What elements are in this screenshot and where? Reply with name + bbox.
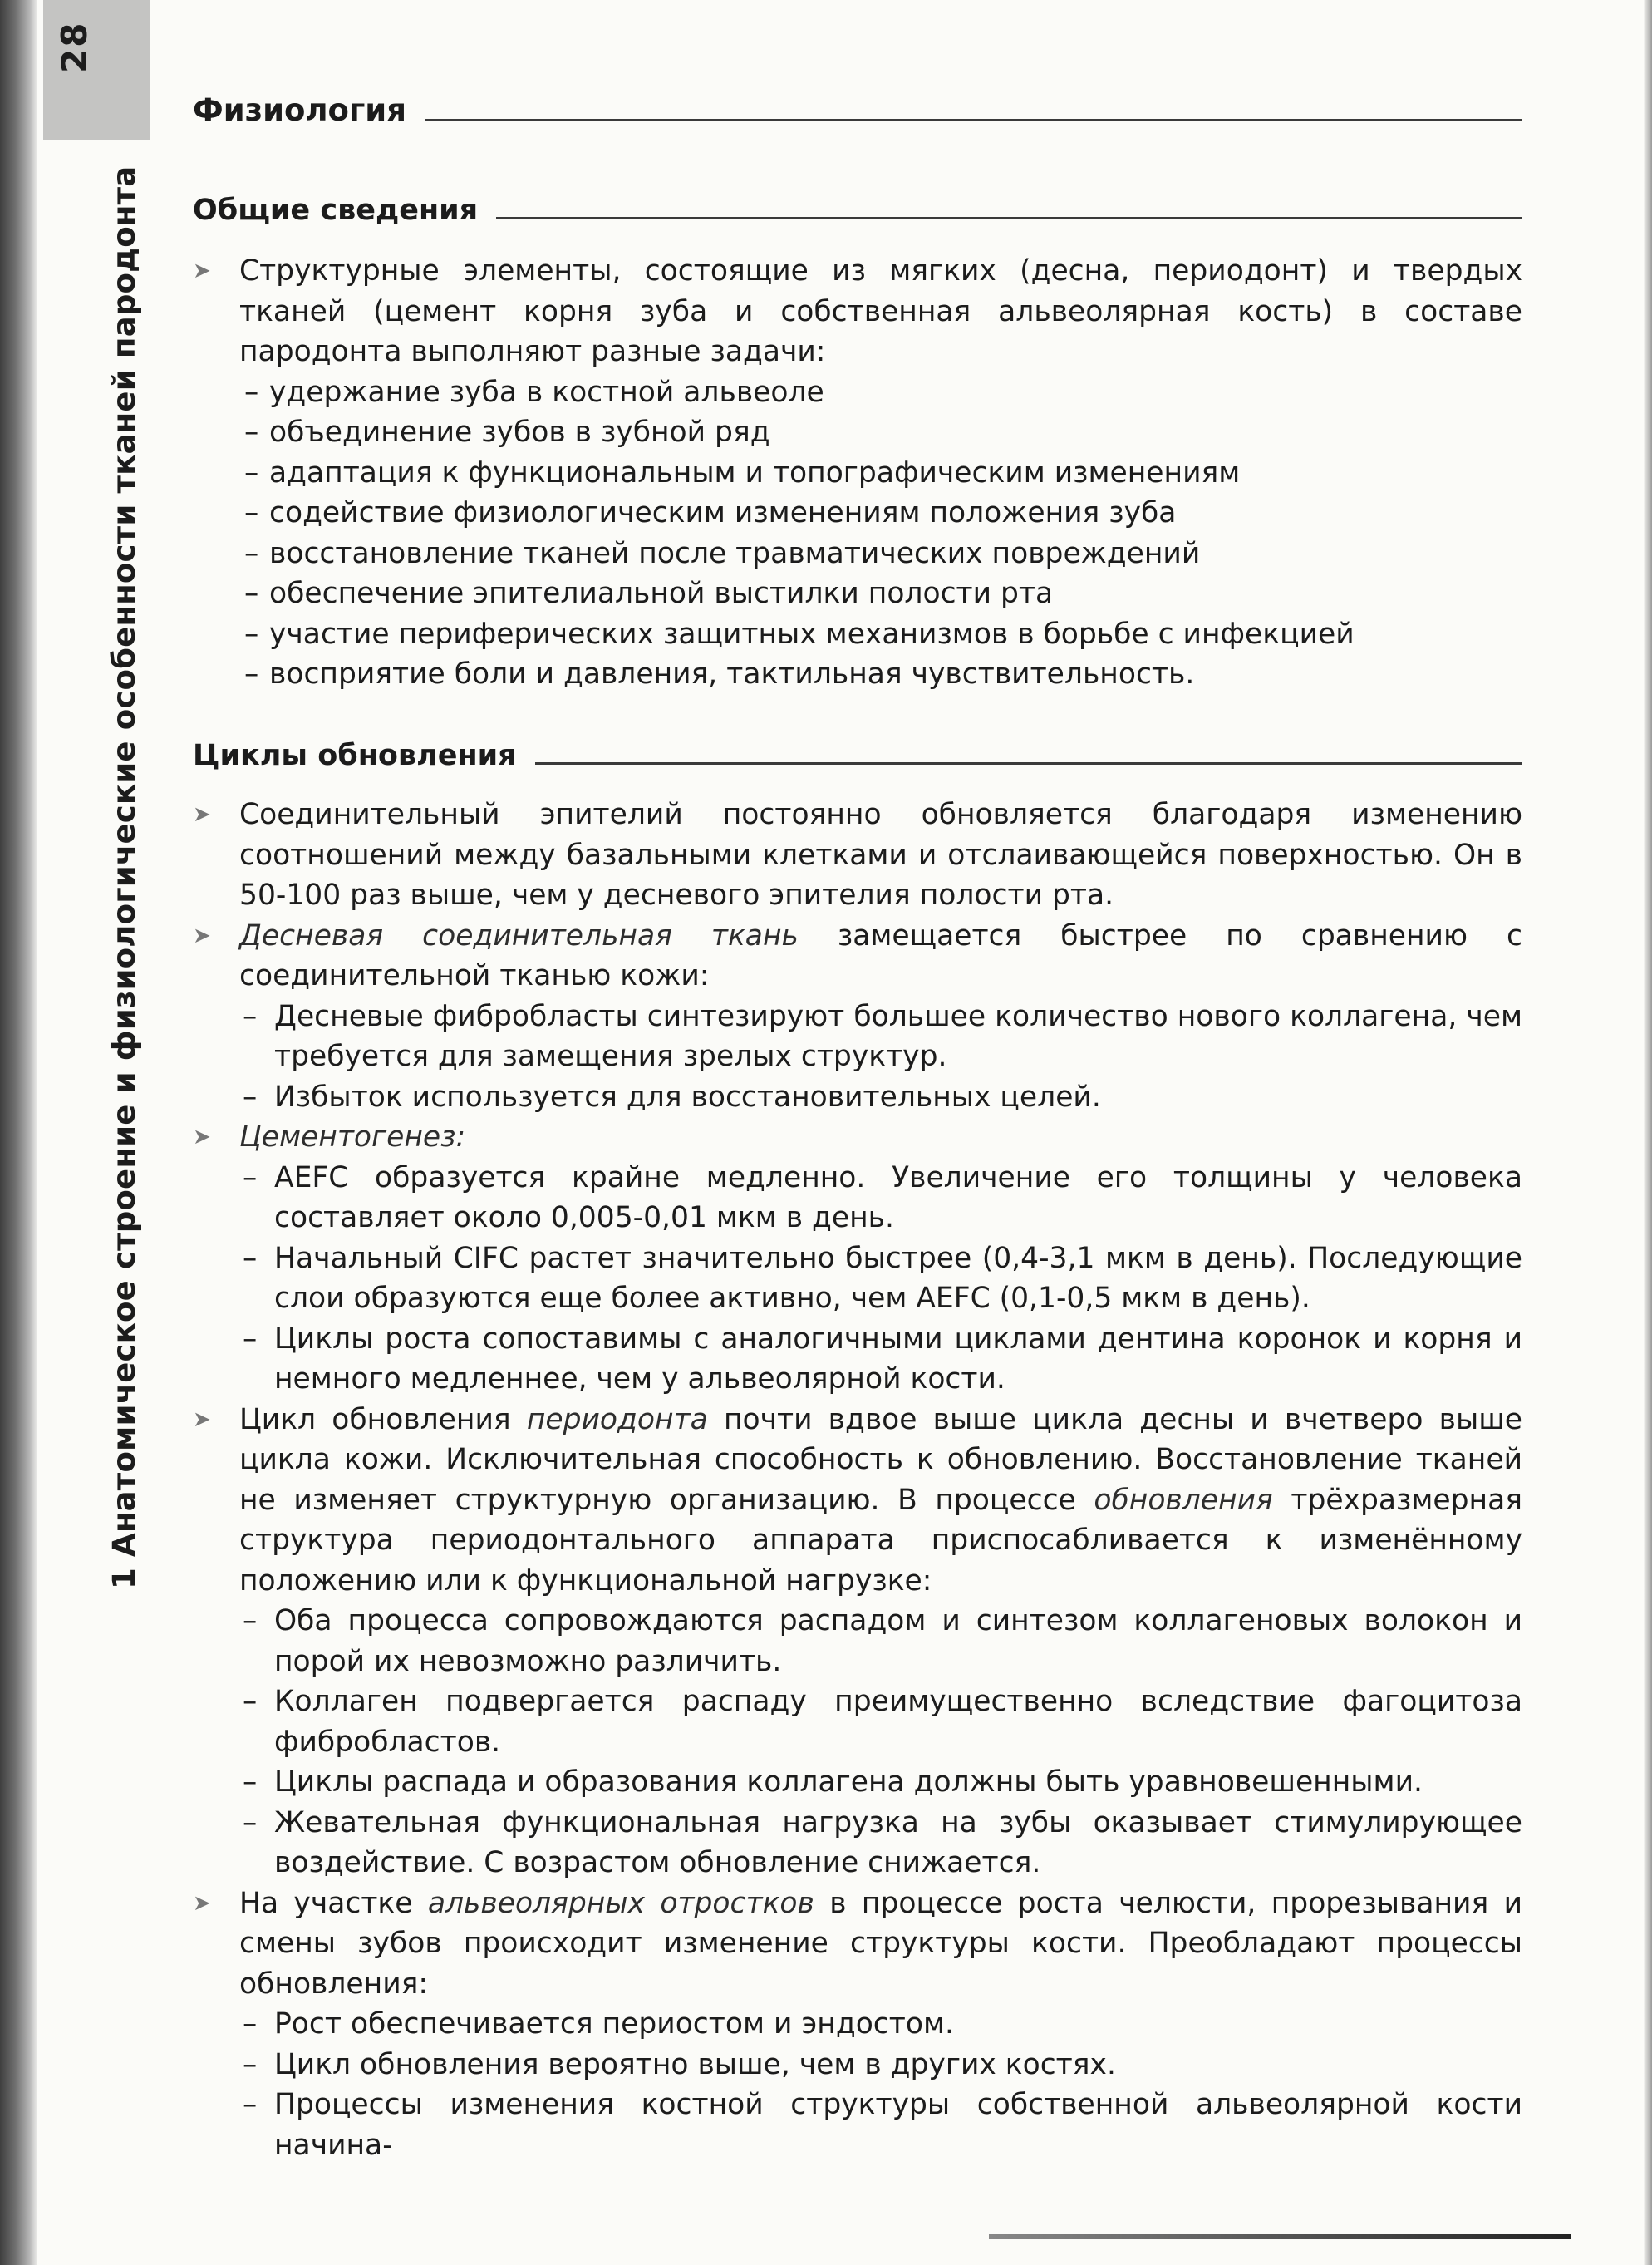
list-item: – удержание зуба в костной альвеоле [193,372,1522,413]
italic-term: Десневая соединительная ткань [239,918,799,953]
italic-term: Цементогенез: [239,1120,466,1154]
list-item: – восстановление тканей после травматических повреждений [193,534,1522,574]
bullet-paragraph: ➤ Соединительный эпителий постоянно обновляется благодаря изменению соотношений между базальными клетками и отслаивающейся поверхностью. Он в 50-100 раз выше, чем у десневого эпителия полости рта. [193,795,1522,916]
italic-term: альвеолярных отростков [427,1886,814,1920]
section-rule [496,217,1522,219]
list-item: – Жевательная функциональная нагрузка на зубы оказывает стимулирующее воздействие. С возрастом обновление снижается. [193,1803,1522,1883]
bullet-paragraph [193,1400,1522,1602]
list-item: – адаптация к функциональным и топографическим изменениям [193,453,1522,494]
chapter-title-vertical: 1 Анатомическое строение и физиологические особенности тканей пародонта [106,165,142,1589]
running-header [193,86,1522,131]
list-item: – Начальный CIFC растет значительно быстрее (0,4-3,1 мкм в день). Последующие слои образуются еще более активно, чем AEFC (0,1-0,5 мкм в день). [193,1238,1522,1319]
page-edge-right [1644,0,1652,2265]
list-item: – Оба процесса сопровождаются распадом и синтезом коллагеновых волокон и порой их невозможно различить. [193,1601,1522,1682]
paragraph-text: трёхразмерная структура периодонтального аппарата приспосабливается к изменённому положению или к функциональной нагрузке: [239,1483,1522,1598]
section-title: Общие сведения [193,194,479,227]
list-item: – восприятие боли и давления, тактильная чувствительность. [193,654,1522,695]
list-item: – Десневые фибробласты синтезируют большее количество нового коллагена, чем требуется для замещения зрелых структур. [193,997,1522,1077]
bullet-paragraph [193,1117,1522,1158]
section-renewal-body [193,795,1522,2165]
list-item: – Избыток используется для восстановительных целей. [193,1077,1522,1118]
paragraph-text: замещается быстрее по сравнению с соединительной тканью кожи: [239,918,1522,992]
list-item: – Рост обеспечивается периостом и эндостом. [193,2004,1522,2045]
list-item: – Цикл обновления вероятно выше, чем в других костях. [193,2045,1522,2085]
italic-term: периодонта [526,1402,708,1436]
list-item: – AEFC образуется крайне медленно. Увеличение его толщины у человека составляет около 0,005-0,01 мкм в день. [193,1158,1522,1238]
paragraph-text: Цикл обновления [239,1402,527,1436]
header-title: Физиология [193,92,406,128]
bullet-paragraph [193,916,1522,997]
list-item: – объединение зубов в зубной ряд [193,412,1522,453]
section-heading-renewal [193,730,1522,776]
list-item: – Коллаген подвергается распаду преимущественно вследствие фагоцитоза фибробластов. [193,1682,1522,1762]
bottom-rule [989,2234,1571,2239]
list-item: – участие периферических защитных механизмов в борьбе с инфекцией [193,614,1522,655]
section-rule [535,762,1522,765]
list-item: – содействие физиологическим изменениям положения зуба [193,493,1522,534]
header-rule [425,119,1522,121]
paragraph-text: в процессе роста челюсти, прорезывания и смены зубов происходит изменение структуры кости. Преобладают процессы обновления: [239,1886,1522,2001]
bullet-paragraph [193,1883,1522,2005]
section-heading-general [193,185,1522,231]
list-item: – Циклы распада и образования коллагена должны быть уравновешенными. [193,1762,1522,1803]
paragraph-text: почти вдвое выше цикла десны и вчетверо выше цикла кожи. Исключительная способность к обновлению. Восстановление тканей не изменяет структурную организацию. В процессе [239,1402,1522,1517]
section-general-body [193,251,1522,695]
page-number: 28 [54,21,95,73]
section-title: Циклы обновления [193,739,517,772]
bullet-paragraph: ➤ Структурные элементы, состоящие из мягких (десна, периодонт) и твердых тканей (цемент корня зуба и собственная альвеолярная кость) в составе пародонта выполняют разные задачи: [193,251,1522,372]
paragraph-text: На участке [239,1886,428,1920]
list-item: – Циклы роста сопоставимы с аналогичными циклами дентина коронок и корня и немного медленнее, чем у альвеолярной кости. [193,1319,1522,1400]
page-edge-shadow [0,0,37,2265]
italic-term: обновления [1094,1483,1273,1517]
list-item: – Процессы изменения костной структуры собственной альвеолярной кости начина- [193,2085,1522,2165]
list-item: – обеспечение эпителиальной выстилки полости рта [193,574,1522,614]
